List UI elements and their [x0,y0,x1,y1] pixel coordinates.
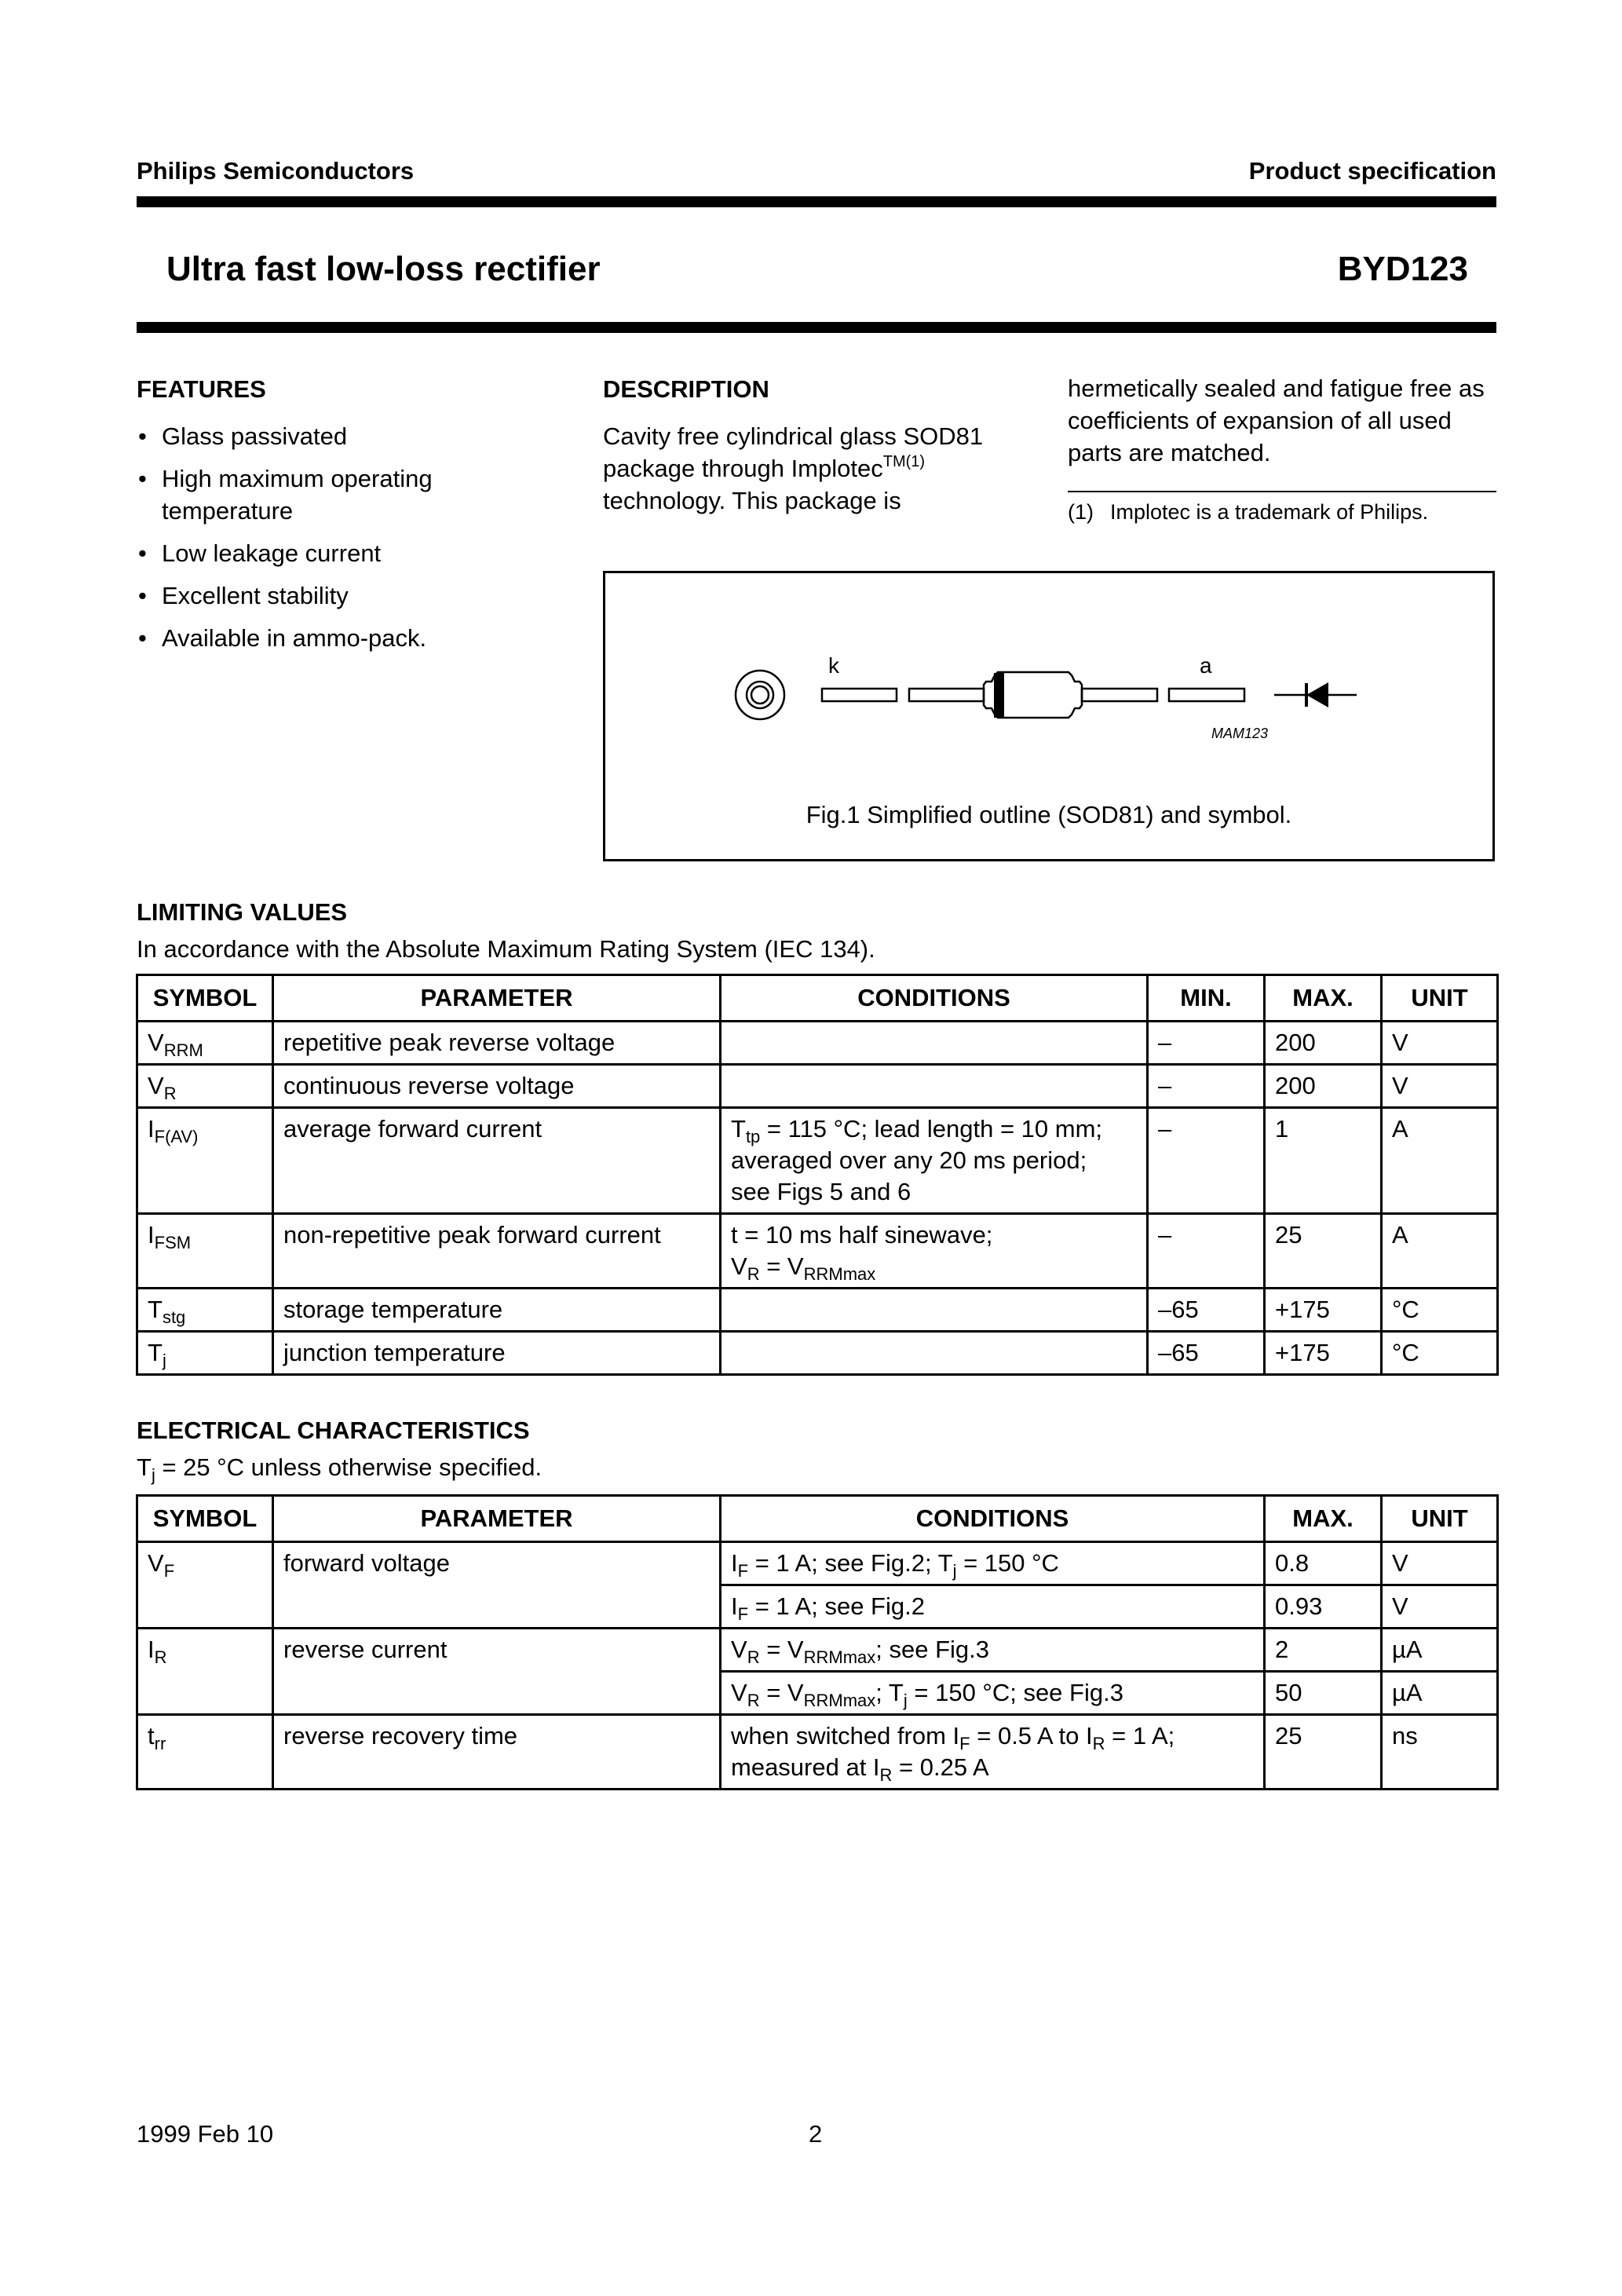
limiting-values-heading: LIMITING VALUES [137,898,348,926]
symbol-cell: $I_{FSM}$ [137,1214,273,1289]
footnote-rule [1068,491,1496,492]
table-row [137,1108,1498,1214]
unit-cell: µA [1382,1629,1498,1672]
parameter-cell: forward voltage [273,1542,721,1629]
max-cell: 0.93 [1265,1585,1382,1629]
features-heading: FEATURES [137,375,266,403]
max-cell: 200 [1265,1065,1382,1108]
symbol-cell: $I_R$ [137,1629,273,1715]
parameter-cell: reverse recovery time [273,1715,721,1790]
cathode-band [994,673,1004,718]
min-cell: – [1148,1022,1265,1065]
min-cell: –65 [1148,1289,1265,1332]
min-cell: –65 [1148,1332,1265,1375]
col-header-parameter: PARAMETER [273,1496,721,1542]
col-header-unit: UNIT [1382,975,1498,1022]
max-cell: +175 [1265,1289,1382,1332]
parameter-cell: average forward current [273,1108,721,1214]
conditions-cell [721,1332,1148,1375]
unit-cell: °C [1382,1289,1498,1332]
table-row [137,1065,1498,1108]
electrical-subtitle: $T_j = 25$ °C unless otherwise specified. [137,1453,542,1485]
conditions-cell: $I_F = 1$ A; see Fig.2 [721,1585,1265,1629]
feature-item: • Excellent stability [137,579,513,612]
description-line: Cavity free cylindrical glass SOD81 [603,422,984,450]
table-header-row [137,975,1498,1022]
feature-item: • Available in ammo-pack. [137,622,513,654]
parameter-cell: junction temperature [273,1332,721,1375]
table-row [137,1289,1498,1332]
limiting-values-subtitle: In accordance with the Absolute Maximum Rating System (IEC 134). [137,935,875,963]
col-header-symbol: SYMBOL [137,1496,273,1542]
description-continued: hermetically sealed and fatigue free as coefficients of expansion of all used parts are matched. [1068,375,1485,466]
limiting-values-table [136,974,1499,1376]
col-header-max: MAX. [1265,1496,1382,1542]
unit-cell: ns [1382,1715,1498,1790]
label-a: a [1200,653,1212,678]
label-k: k [828,653,839,678]
col-header-conditions: CONDITIONS [721,1496,1265,1542]
unit-cell: A [1382,1108,1498,1214]
part-number: BYD123 [1337,250,1468,288]
figure-caption: Fig.1 Simplified outline (SOD81) and symbol. [806,801,1292,828]
conditions-cell: $I_F = 1$ A; see Fig.2; $T_j = 150$ °C [721,1542,1265,1585]
figure-code: MAM123 [1211,726,1269,741]
lead-a-inner [1082,689,1157,701]
conditions-cell: $T_{tp} = 115$ °C; lead length = 10 mm; averaged over any 20 ms period; see Figs 5 and 6 [721,1108,1148,1214]
max-cell: 200 [1265,1022,1382,1065]
unit-cell: µA [1382,1672,1498,1715]
description-line: technology. This package is [603,487,901,514]
max-cell: 1 [1265,1108,1382,1214]
unit-cell: A [1382,1214,1498,1289]
max-cell: 25 [1265,1214,1382,1289]
max-cell: +175 [1265,1332,1382,1375]
unit-cell: V [1382,1022,1498,1065]
table-header-row [137,1496,1498,1542]
feature-item: • Glass passivated [137,420,513,452]
conditions-cell: t = 10 ms half sinewave; $V_R = V_{RRMmax}$ [721,1214,1148,1289]
end-view-core [751,686,769,704]
features-list [137,420,513,664]
min-cell: – [1148,1065,1265,1108]
unit-cell: °C [1382,1332,1498,1375]
conditions-cell: when switched from $I_F = 0.5$ A to $I_R = 1$ A; measured at $I_R = 0.25$ A [721,1715,1265,1790]
min-cell: – [1148,1108,1265,1214]
unit-cell: V [1382,1542,1498,1585]
electrical-table [136,1494,1499,1790]
table-row [137,1332,1498,1375]
table-row [137,1715,1498,1790]
unit-cell: V [1382,1065,1498,1108]
header-rule-top [137,196,1496,207]
symbol-triangle [1306,682,1328,707]
page-title: Ultra fast low-loss rectifier [166,250,601,288]
lead-k-inner [909,689,984,701]
symbol-cell: $I_{F(AV)}$ [137,1108,273,1214]
description-line: package through Implotec$^{TM(1)}$ [603,453,926,482]
table-row [137,1022,1498,1065]
feature-item: • Low leakage current [137,537,513,569]
footnote: (1) Implotec is a trademark of Philips. [1068,500,1429,524]
symbol-cell: $T_{stg}$ [137,1289,273,1332]
conditions-cell [721,1022,1148,1065]
max-cell: 0.8 [1265,1542,1382,1585]
max-cell: 25 [1265,1715,1382,1790]
parameter-cell: storage temperature [273,1289,721,1332]
parameter-cell: reverse current [273,1629,721,1715]
description-text [603,420,1043,517]
conditions-cell: $V_R = V_{RRMmax}$; see Fig.3 [721,1629,1265,1672]
col-header-conditions: CONDITIONS [721,975,1148,1022]
symbol-cell: $T_j$ [137,1332,273,1375]
document-type: Product specification [1248,157,1496,185]
table-row [137,1629,1498,1672]
parameter-cell: non-repetitive peak forward current [273,1214,721,1289]
conditions-cell: $V_R = V_{RRMmax}$; $T_j = 150$ °C; see Fig.3 [721,1672,1265,1715]
symbol-cell: $V_F$ [137,1542,273,1629]
parameter-cell: repetitive peak reverse voltage [273,1022,721,1065]
lead-k-outer [822,689,897,701]
table-row [137,1214,1498,1289]
symbol-cell: $V_{RRM}$ [137,1022,273,1065]
col-header-unit: UNIT [1382,1496,1498,1542]
lead-a-outer [1169,689,1244,701]
col-header-symbol: SYMBOL [137,975,273,1022]
symbol-cell: $V_R$ [137,1065,273,1108]
company-name: Philips Semiconductors [137,157,415,185]
conditions-cell [721,1289,1148,1332]
description-heading: DESCRIPTION [603,375,769,403]
page-number: 2 [809,2120,823,2148]
max-cell: 2 [1265,1629,1382,1672]
end-view-outer [736,671,784,719]
min-cell: – [1148,1214,1265,1289]
unit-cell: V [1382,1585,1498,1629]
header-rule-bottom [137,322,1496,333]
max-cell: 50 [1265,1672,1382,1715]
figure-box [603,571,1495,861]
col-header-max: MAX. [1265,975,1382,1022]
col-header-parameter: PARAMETER [273,975,721,1022]
footer-date: 1999 Feb 10 [137,2120,274,2148]
parameter-cell: continuous reverse voltage [273,1065,721,1108]
col-header-min: MIN. [1148,975,1265,1022]
electrical-heading: ELECTRICAL CHARACTERISTICS [137,1417,530,1444]
symbol-cell: $t_{rr}$ [137,1715,273,1790]
table-row [137,1542,1498,1585]
feature-item: • High maximum operating temperature [137,462,513,527]
conditions-cell [721,1065,1148,1108]
